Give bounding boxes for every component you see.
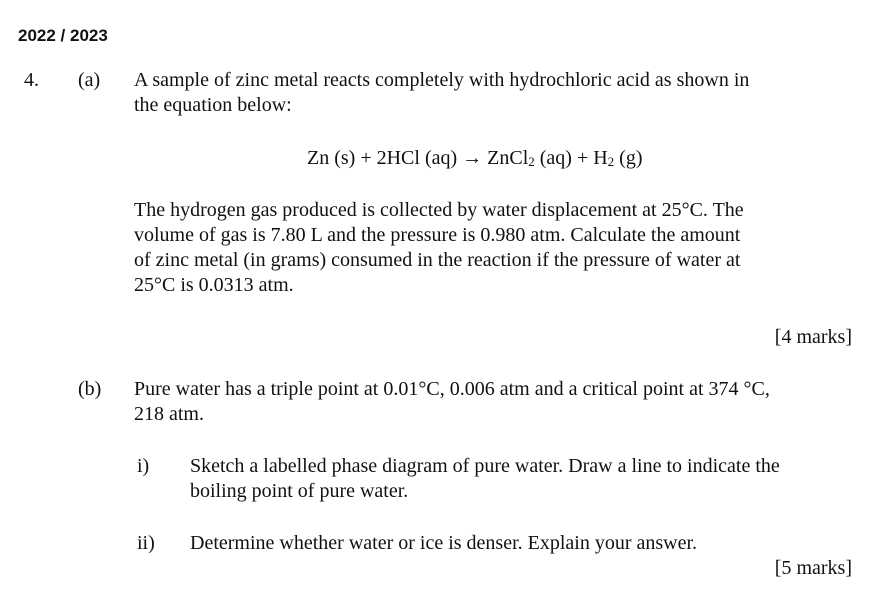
equation-lhs: Zn (s) + 2HCl (aq) → ZnCl [307, 147, 529, 169]
sub-i-label: i) [137, 455, 150, 477]
part-a-body-line: volume of gas is 7.80 L and the pressure is 0.980 atm. Calculate the amount [134, 224, 741, 246]
sub-ii-line1: Determine whether water or ice is denser. Explain your answer. [190, 532, 698, 554]
part-b-label: (b) [78, 378, 102, 400]
sub-i-line1: Sketch a labelled phase diagram of pure water. Draw a line to indicate the [190, 455, 780, 477]
question-number: 4. [24, 69, 39, 91]
exam-year: 2022 / 2023 [18, 26, 108, 45]
part-a-body-line: 25°C is 0.0313 atm. [134, 274, 294, 296]
part-b-intro-line1: Pure water has a triple point at 0.01°C, 0.006 atm and a critical point at 374 °C, [134, 378, 770, 400]
sub-ii-label: ii) [137, 532, 155, 554]
chemical-equation [307, 146, 643, 171]
part-a-body-line: The hydrogen gas produced is collected by water displacement at 25°C. The [134, 199, 744, 221]
part-a-marks: [4 marks] [774, 326, 852, 348]
part-a-intro-line1: A sample of zinc metal reacts completely with hydrochloric acid as shown in [134, 69, 750, 91]
part-a-intro-line2: the equation below: [134, 94, 292, 116]
equation-sub-2: 2 [607, 154, 615, 169]
sub-i-line2: boiling point of pure water. [190, 480, 409, 502]
part-a-label: (a) [78, 69, 101, 91]
equation-sub-1: 2 [528, 154, 535, 169]
part-b-intro-line2: 218 atm. [134, 403, 204, 425]
part-a-body-line: of zinc metal (in grams) consumed in the reaction if the pressure of water at [134, 249, 741, 271]
part-b-marks: [5 marks] [774, 557, 852, 579]
equation-end: (g) [614, 147, 643, 169]
equation-mid: (aq) + H [534, 147, 608, 169]
